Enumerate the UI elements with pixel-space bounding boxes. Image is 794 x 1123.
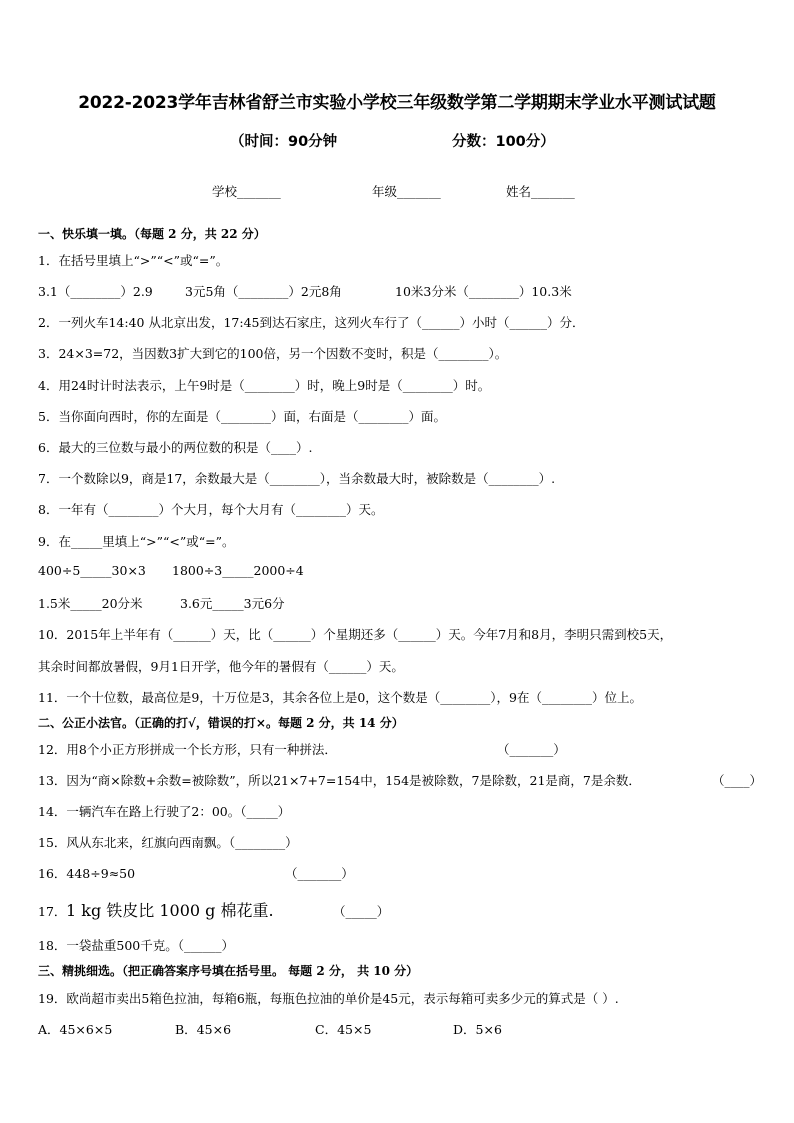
question-7: 7．一个数除以9，商是17，余数最大是（________），当余数最大时，被除数是（________）. xyxy=(38,471,556,486)
question-12: 12．用8个小正方形拼成一个长方形，只有一种拼法． xyxy=(38,742,337,757)
section-3-heading: 三、精挑细选。（把正确答案序号填在括号里。 每题 2 分， 共 10 分） xyxy=(38,964,419,978)
question-9-row2-b: 3.6元_____3元6分 xyxy=(180,596,285,611)
question-10-line2: 其余时间都放暑假，9月1日开学，他今年的暑假有（______）天。 xyxy=(38,659,404,674)
question-19-option-a[interactable]: A．45×6×5 xyxy=(38,1022,113,1037)
question-11: 11．一个十位数，最高位是9，十万位是3，其余各位上是0，这个数是（________），9在（________）位上。 xyxy=(38,690,642,705)
question-13: 13．因为“商×除数+余数=被除数”，所以21×7+7=154中，154是被除数，7是除数，21是商，7是余数． xyxy=(38,773,641,788)
question-19-option-b[interactable]: B．45×6 xyxy=(175,1022,232,1037)
question-19-option-d[interactable]: D．5×6 xyxy=(453,1022,502,1037)
question-15: 15．风从东北来，红旗向西南飘。（________） xyxy=(38,835,298,850)
question-9-row1-a: 400÷5_____30×3 xyxy=(38,563,146,578)
exam-time: （时间：90分钟 xyxy=(230,134,338,150)
question-16: 16．448÷9≈50 xyxy=(38,866,136,881)
question-17-blank[interactable]: （_____） xyxy=(333,904,390,919)
name-field[interactable]: 姓名_______ xyxy=(506,184,575,199)
school-field[interactable]: 学校_______ xyxy=(212,184,281,199)
question-1-item-b: 3元5角（________）2元8角 xyxy=(185,284,342,299)
exam-score: 分数：100分） xyxy=(452,134,555,150)
question-1-item-c: 10米3分米（________）10.3米 xyxy=(395,284,572,299)
question-9: 9．在_____里填上“>”“<”或“=”。 xyxy=(38,534,235,549)
question-8: 8．一年有（________）个大月，每个大月有（________）天。 xyxy=(38,502,384,517)
question-9-row1-b: 1800÷3_____2000÷4 xyxy=(172,563,304,578)
question-18: 18．一袋盐重500千克。（______） xyxy=(38,938,235,953)
question-2: 2．一列火车14:40 从北京出发，17:45到达石家庄，这列火车行了（______）小时（______）分． xyxy=(38,315,585,330)
question-1: 1．在括号里填上“>”“<”或“=”。 xyxy=(38,253,229,268)
grade-field[interactable]: 年级_______ xyxy=(372,184,441,199)
question-19: 19．欧尚超市卖出5箱色拉油，每箱6瓶，每瓶色拉油的单价是45元，表示每箱可卖多少元的算式是（ ）. xyxy=(38,991,619,1006)
question-4: 4．用24时计时法表示，上午9时是（________）时，晚上9时是（________）时。 xyxy=(38,378,491,393)
question-13-blank[interactable]: （____） xyxy=(712,773,763,788)
question-9-row2-a: 1.5米_____20分米 xyxy=(38,596,143,611)
question-1-item-a: 3.1（________）2.9 xyxy=(38,284,153,299)
question-16-blank[interactable]: （_______） xyxy=(285,866,354,881)
question-5: 5．当你面向西时，你的左面是（________）面，右面是（________）面。 xyxy=(38,409,446,424)
question-10-line1: 10．2015年上半年有（______）天，比（______）个星期还多（______）天。今年7月和8月，李明只需到校5天， xyxy=(38,627,673,642)
question-6: 6．最大的三位数与最小的两位数的积是（____）. xyxy=(38,440,313,455)
question-19-option-c[interactable]: C．45×5 xyxy=(315,1022,372,1037)
question-14: 14．一辆汽车在路上行驶了2：00。（_____） xyxy=(38,804,291,819)
exam-title: 2022-2023学年吉林省舒兰市实验小学校三年级数学第二学期期末学业水平测试试题 xyxy=(78,93,716,113)
question-12-blank[interactable]: （_______） xyxy=(497,742,566,757)
question-17: 1 kg 铁皮比 1000 g 棉花重. xyxy=(66,901,274,920)
section-1-heading: 一、快乐填一填。（每题 2 分，共 22 分） xyxy=(38,227,266,241)
question-3: 3．24×3=72，当因数3扩大到它的100倍，另一个因数不变时，积是（________）。 xyxy=(38,346,508,361)
question-17-number: 17． xyxy=(38,904,67,919)
section-2-heading: 二、公正小法官。（正确的打√，错误的打×。每题 2 分，共 14 分） xyxy=(38,716,404,730)
